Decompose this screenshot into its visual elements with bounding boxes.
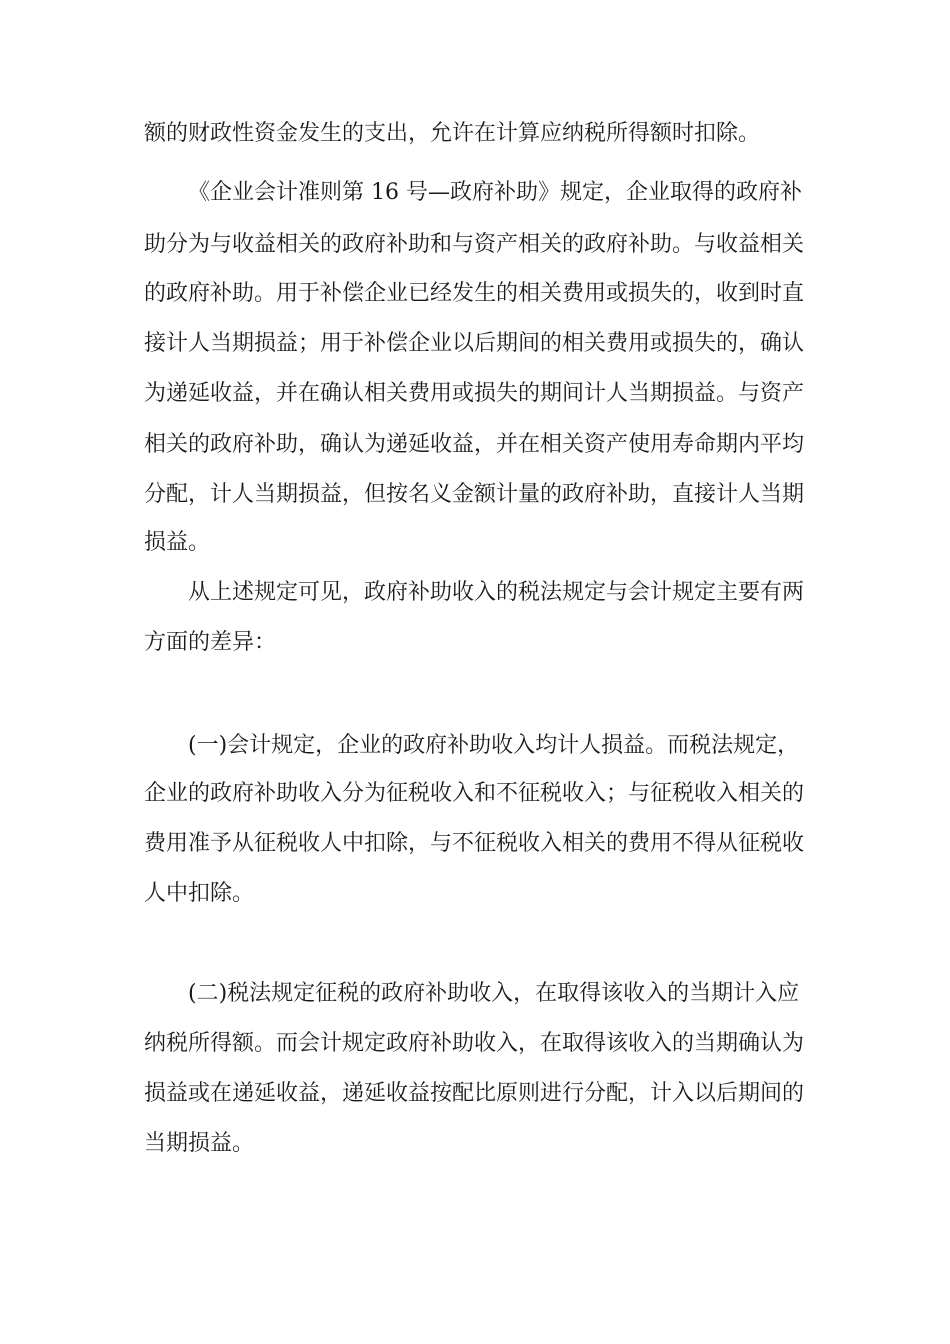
text-line: 接计人当期损益；用于补偿企业以后期间的相关费用或损失的，确认	[144, 331, 805, 356]
text-line: 费用准予从征税收人中扣除，与不征税收入相关的费用不得从征税收	[144, 831, 805, 856]
text-line: 方面的差异：	[144, 630, 277, 655]
text-line: 为递延收益，并在确认相关费用或损失的期间计人当期损益。与资产	[144, 381, 805, 406]
text-line: 分配，计人当期损益，但按名义金额计量的政府补助，直接计人当期	[144, 482, 805, 507]
text-line: 损益。	[144, 530, 211, 555]
text-line: 相关的政府补助，确认为递延收益，并在相关资产使用寿命期内平均	[144, 432, 805, 457]
text-line: (一)会计规定，企业的政府补助收入均计人损益。而税法规定，	[188, 733, 800, 758]
text-line: 人中扣除。	[144, 881, 255, 906]
text-line: 《企业会计准则第 16 号—政府补助》规定，企业取得的政府补	[188, 180, 802, 205]
text-line: 额的财政性资金发生的支出，允许在计算应纳税所得额时扣除。	[144, 121, 761, 146]
text-line: 企业的政府补助收入分为征税收入和不征税收入；与征税收入相关的	[144, 781, 805, 806]
text-line: 助分为与收益相关的政府补助和与资产相关的政府补助。与收益相关	[144, 232, 805, 257]
text-line: 纳税所得额。而会计规定政府补助收入，在取得该收入的当期确认为	[144, 1031, 805, 1056]
text-line: 从上述规定可见，政府补助收入的税法规定与会计规定主要有两	[188, 580, 805, 605]
text-line: 损益或在递延收益，递延收益按配比原则进行分配，计入以后期间的	[144, 1081, 805, 1106]
text-line: 当期损益。	[144, 1131, 255, 1156]
text-line: (二)税法规定征税的政府补助收入，在取得该收入的当期计入应	[188, 981, 800, 1006]
text-line: 的政府补助。用于补偿企业已经发生的相关费用或损失的，收到时直	[144, 281, 805, 306]
